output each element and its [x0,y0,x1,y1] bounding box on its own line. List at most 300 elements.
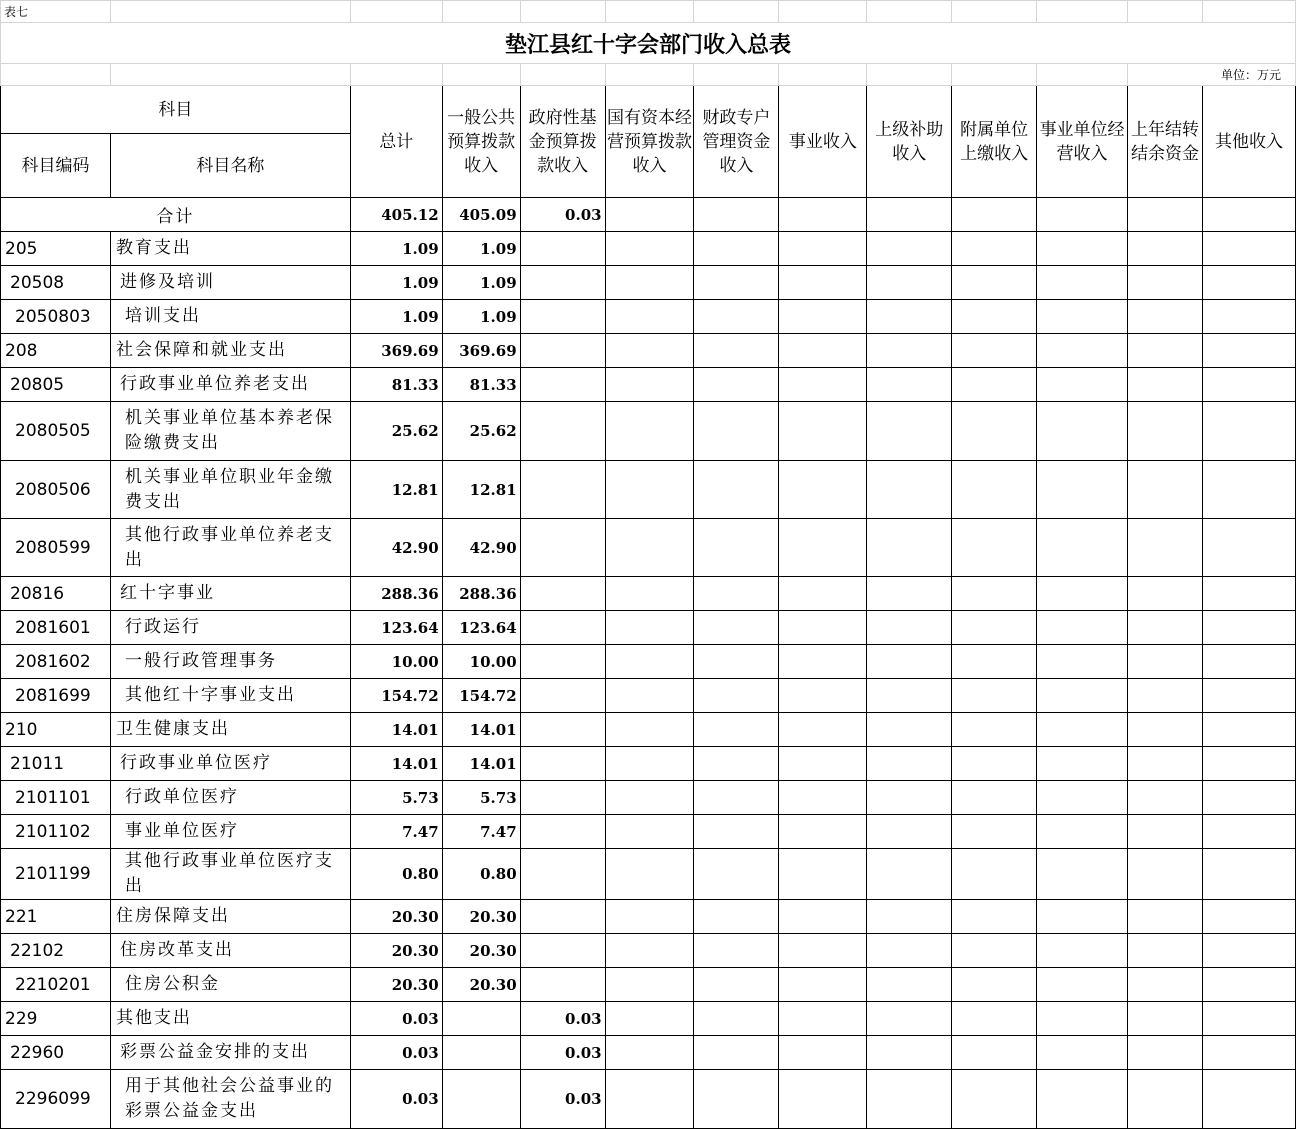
empty-cell [1037,781,1128,815]
empty-cell [605,577,694,611]
empty-cell [1128,713,1203,747]
empty-cell [1202,781,1295,815]
empty-cell [952,519,1037,577]
header-other: 其他收入 [1202,86,1295,198]
row-total: 0.03 [350,1002,442,1036]
empty-cell [1202,849,1295,900]
empty-cell [779,849,867,900]
header-code: 科目编码 [1,134,111,198]
row-general [442,1070,520,1129]
row-total: 14.01 [350,747,442,781]
row-total: 5.73 [350,781,442,815]
total-gov-fund: 0.03 [520,198,605,232]
empty-cell [605,900,694,934]
empty-cell [1037,232,1128,266]
empty-cell [867,368,952,402]
table-row [1,747,1296,781]
empty-cell [952,934,1037,968]
empty-cell [1128,577,1203,611]
row-name: 行政事业单位养老支出 [110,368,350,402]
empty-cell [605,815,694,849]
empty-cell [1202,232,1295,266]
empty-cell [694,849,779,900]
empty-cell [694,968,779,1002]
empty-cell [1202,334,1295,368]
row-total: 1.09 [350,266,442,300]
row-gov-fund [520,968,605,1002]
empty-cell [1037,461,1128,519]
empty-cell [605,402,694,461]
empty-cell [779,934,867,968]
empty-cell [952,232,1037,266]
total-label: 合计 [1,198,351,232]
row-total: 7.47 [350,815,442,849]
empty-cell [1202,519,1295,577]
empty-cell [1128,849,1203,900]
empty-cell [605,266,694,300]
row-gov-fund [520,334,605,368]
empty-cell [1128,402,1203,461]
empty-cell [1202,461,1295,519]
empty-cell [1128,519,1203,577]
row-name: 一般行政管理事务 [110,645,350,679]
row-name: 机关事业单位基本养老保险缴费支出 [110,402,350,461]
header-fiscal-special: 财政专户管理资金收入 [694,86,779,198]
empty-cell [779,266,867,300]
empty-cell [1202,713,1295,747]
header-name: 科目名称 [110,134,350,198]
row-gov-fund [520,934,605,968]
row-gov-fund [520,611,605,645]
row-code: 22102 [1,934,111,968]
empty-cell [605,968,694,1002]
header-business-income: 事业收入 [779,86,867,198]
row-name: 社会保障和就业支出 [110,334,350,368]
empty-cell [694,232,779,266]
empty-cell [952,815,1037,849]
row-total: 1.09 [350,300,442,334]
empty-cell [1202,300,1295,334]
header-row-1 [1,86,1296,134]
row-gov-fund: 0.03 [520,1070,605,1129]
empty-cell [1128,679,1203,713]
empty-cell [694,577,779,611]
empty-cell [867,849,952,900]
empty-cell [867,781,952,815]
empty-cell [867,900,952,934]
empty-cell [779,519,867,577]
empty-cell [605,461,694,519]
row-code: 20816 [1,577,111,611]
row-general: 20.30 [442,968,520,1002]
empty-cell [694,747,779,781]
empty-cell [779,645,867,679]
table-row [1,519,1296,577]
empty-cell [867,266,952,300]
empty-cell [605,232,694,266]
row-general: 14.01 [442,747,520,781]
empty-cell [605,934,694,968]
row-total: 0.03 [350,1036,442,1070]
row-name: 培训支出 [110,300,350,334]
table-row [1,334,1296,368]
row-code: 2080506 [1,461,111,519]
empty-cell [1128,368,1203,402]
row-code: 221 [1,900,111,934]
row-general: 7.47 [442,815,520,849]
row-name: 行政单位医疗 [110,781,350,815]
empty-cell [605,1002,694,1036]
row-name: 其他红十字事业支出 [110,679,350,713]
table-row [1,461,1296,519]
row-total: 14.01 [350,713,442,747]
row-gov-fund [520,900,605,934]
empty-cell [1202,679,1295,713]
empty-cell [1037,611,1128,645]
row-name: 行政运行 [110,611,350,645]
row-name: 其他行政事业单位医疗支出 [110,849,350,900]
empty-cell [694,402,779,461]
empty-cell [867,934,952,968]
row-gov-fund [520,713,605,747]
empty-cell [1202,1002,1295,1036]
table-row [1,968,1296,1002]
empty-cell [952,300,1037,334]
row-general: 0.80 [442,849,520,900]
row-code: 2101101 [1,781,111,815]
table-row [1,232,1296,266]
row-gov-fund [520,300,605,334]
empty-cell [952,679,1037,713]
empty-cell [952,849,1037,900]
row-code: 210 [1,713,111,747]
row-gov-fund [520,645,605,679]
empty-cell [694,368,779,402]
empty-cell [1037,368,1128,402]
row-code: 2080599 [1,519,111,577]
empty-cell [1202,266,1295,300]
empty-cell [952,1036,1037,1070]
row-general: 288.36 [442,577,520,611]
row-general: 123.64 [442,611,520,645]
empty-cell [605,611,694,645]
row-code: 208 [1,334,111,368]
total-total: 405.12 [350,198,442,232]
empty-cell [779,679,867,713]
row-general: 20.30 [442,900,520,934]
empty-cell [1037,519,1128,577]
empty-cell [952,577,1037,611]
row-gov-fund [520,815,605,849]
empty-cell [1037,645,1128,679]
empty-cell [867,334,952,368]
empty-cell [1037,900,1128,934]
empty-cell [952,747,1037,781]
empty-cell [1128,300,1203,334]
row-total: 0.80 [350,849,442,900]
empty-cell [867,402,952,461]
empty-cell [952,266,1037,300]
empty-cell [1128,815,1203,849]
row-code: 2050803 [1,300,111,334]
empty-cell [694,679,779,713]
empty-cell [952,968,1037,1002]
empty-cell [1037,849,1128,900]
table-row [1,300,1296,334]
empty-cell [1037,300,1128,334]
empty-cell [694,781,779,815]
empty-cell [1128,1002,1203,1036]
row-total: 288.36 [350,577,442,611]
table-row [1,402,1296,461]
row-general [442,1036,520,1070]
table-row [1,611,1296,645]
total-general: 405.09 [442,198,520,232]
empty-cell [779,577,867,611]
empty-cell [867,300,952,334]
row-general: 14.01 [442,713,520,747]
empty-cell [1202,1070,1295,1129]
row-name: 住房公积金 [110,968,350,1002]
empty-cell [1128,645,1203,679]
row-total: 12.81 [350,461,442,519]
table-row [1,679,1296,713]
empty-cell [867,1002,952,1036]
row-name: 其他支出 [110,1002,350,1036]
empty-cell [1037,968,1128,1002]
row-code: 229 [1,1002,111,1036]
empty-cell [694,334,779,368]
empty-cell [1037,1002,1128,1036]
empty-cell [1037,1036,1128,1070]
empty-cell [605,1070,694,1129]
empty-cell [694,1036,779,1070]
unit-label: 单位：万元 [1128,64,1296,86]
row-general: 25.62 [442,402,520,461]
row-general: 5.73 [442,781,520,815]
row-general [442,1002,520,1036]
empty-cell [779,815,867,849]
empty-cell [694,1002,779,1036]
empty-cell [867,815,952,849]
empty-cell [1202,368,1295,402]
header-subject: 科目 [1,86,351,134]
row-gov-fund [520,781,605,815]
empty-cell [1128,968,1203,1002]
header-carryover: 上年结转结余资金 [1128,86,1203,198]
empty-cell [952,781,1037,815]
empty-cell [694,900,779,934]
empty-cell [952,611,1037,645]
empty-cell [1202,1036,1295,1070]
empty-cell [779,747,867,781]
empty-cell [779,334,867,368]
empty-cell [1037,934,1128,968]
row-code: 2081601 [1,611,111,645]
empty-cell [952,461,1037,519]
empty-cell [1202,402,1295,461]
row-general: 154.72 [442,679,520,713]
row-code: 2081699 [1,679,111,713]
row-name: 其他行政事业单位养老支出 [110,519,350,577]
empty-cell [779,402,867,461]
row-name: 机关事业单位职业年金缴费支出 [110,461,350,519]
row-total: 25.62 [350,402,442,461]
empty-cell [867,679,952,713]
total-row [1,198,1296,232]
empty-cell [952,1070,1037,1129]
empty-cell [1128,334,1203,368]
empty-cell [605,747,694,781]
empty-cell [952,368,1037,402]
empty-cell [1037,1070,1128,1129]
empty-cell [952,900,1037,934]
empty-cell [779,1070,867,1129]
row-gov-fund: 0.03 [520,1036,605,1070]
empty-cell [867,968,952,1002]
row-gov-fund [520,461,605,519]
empty-cell [1128,266,1203,300]
row-general: 1.09 [442,232,520,266]
row-total: 81.33 [350,368,442,402]
row-total: 123.64 [350,611,442,645]
table-row [1,577,1296,611]
empty-cell [779,1002,867,1036]
table-body [1,232,1296,1129]
empty-cell [779,968,867,1002]
empty-cell [1128,747,1203,781]
empty-cell [1202,611,1295,645]
unit-row [1,64,1296,86]
row-code: 22960 [1,1036,111,1070]
header-total: 总计 [350,86,442,198]
empty-cell [605,1036,694,1070]
empty-cell [867,747,952,781]
row-general: 10.00 [442,645,520,679]
empty-cell [1202,577,1295,611]
row-name: 彩票公益金安排的支出 [110,1036,350,1070]
empty-cell [779,300,867,334]
empty-cell [1128,934,1203,968]
empty-cell [952,713,1037,747]
empty-cell [1037,402,1128,461]
empty-cell [779,232,867,266]
empty-cell [1128,461,1203,519]
table-row [1,368,1296,402]
row-name: 住房改革支出 [110,934,350,968]
empty-cell [867,645,952,679]
row-total: 0.03 [350,1070,442,1129]
empty-cell [1037,266,1128,300]
row-name: 用于其他社会公益事业的彩票公益金支出 [110,1070,350,1129]
empty-cell [605,300,694,334]
row-gov-fund [520,577,605,611]
row-total: 10.00 [350,645,442,679]
table-row [1,1036,1296,1070]
row-code: 2081602 [1,645,111,679]
table-row [1,849,1296,900]
empty-cell [1202,900,1295,934]
empty-cell [1128,781,1203,815]
row-code: 2101102 [1,815,111,849]
empty-cell [779,1036,867,1070]
table-row [1,934,1296,968]
empty-cell [779,368,867,402]
empty-cell [1202,934,1295,968]
empty-cell [1128,611,1203,645]
empty-cell [694,1070,779,1129]
empty-cell [605,781,694,815]
row-name: 行政事业单位医疗 [110,747,350,781]
row-gov-fund: 0.03 [520,1002,605,1036]
empty-cell [952,645,1037,679]
empty-cell [1128,1036,1203,1070]
empty-cell [952,1002,1037,1036]
header-state-capital: 国有资本经营预算拨款收入 [605,86,694,198]
empty-cell [867,519,952,577]
empty-cell [605,645,694,679]
empty-cell [1202,815,1295,849]
empty-cell [867,1070,952,1129]
row-gov-fund [520,368,605,402]
row-general: 369.69 [442,334,520,368]
row-gov-fund [520,747,605,781]
empty-cell [605,334,694,368]
empty-cell [867,577,952,611]
table-row [1,781,1296,815]
title-row [1,23,1296,64]
row-code: 205 [1,232,111,266]
empty-cell [1202,747,1295,781]
row-name: 事业单位医疗 [110,815,350,849]
row-gov-fund [520,679,605,713]
row-code: 20805 [1,368,111,402]
header-operating: 事业单位经营收入 [1037,86,1128,198]
empty-cell [1037,577,1128,611]
header-higher-subsidy: 上级补助收入 [867,86,952,198]
row-total: 20.30 [350,968,442,1002]
empty-cell [694,934,779,968]
empty-cell [605,679,694,713]
row-gov-fund [520,849,605,900]
row-name: 住房保障支出 [110,900,350,934]
empty-cell [1037,334,1128,368]
empty-cell [1037,679,1128,713]
empty-cell [779,611,867,645]
empty-cell [779,713,867,747]
empty-cell [694,815,779,849]
row-code: 2296099 [1,1070,111,1129]
row-gov-fund [520,402,605,461]
table-row [1,645,1296,679]
page-title: 垫江县红十字会部门收入总表 [1,23,1296,64]
empty-cell [1037,713,1128,747]
empty-cell [1202,968,1295,1002]
empty-cell [867,611,952,645]
empty-cell [605,849,694,900]
row-general: 42.90 [442,519,520,577]
empty-cell [694,645,779,679]
empty-cell [952,402,1037,461]
table-row [1,713,1296,747]
empty-cell [605,368,694,402]
empty-cell [867,461,952,519]
empty-cell [1128,232,1203,266]
row-name: 红十字事业 [110,577,350,611]
empty-cell [694,266,779,300]
row-general: 12.81 [442,461,520,519]
row-general: 1.09 [442,300,520,334]
